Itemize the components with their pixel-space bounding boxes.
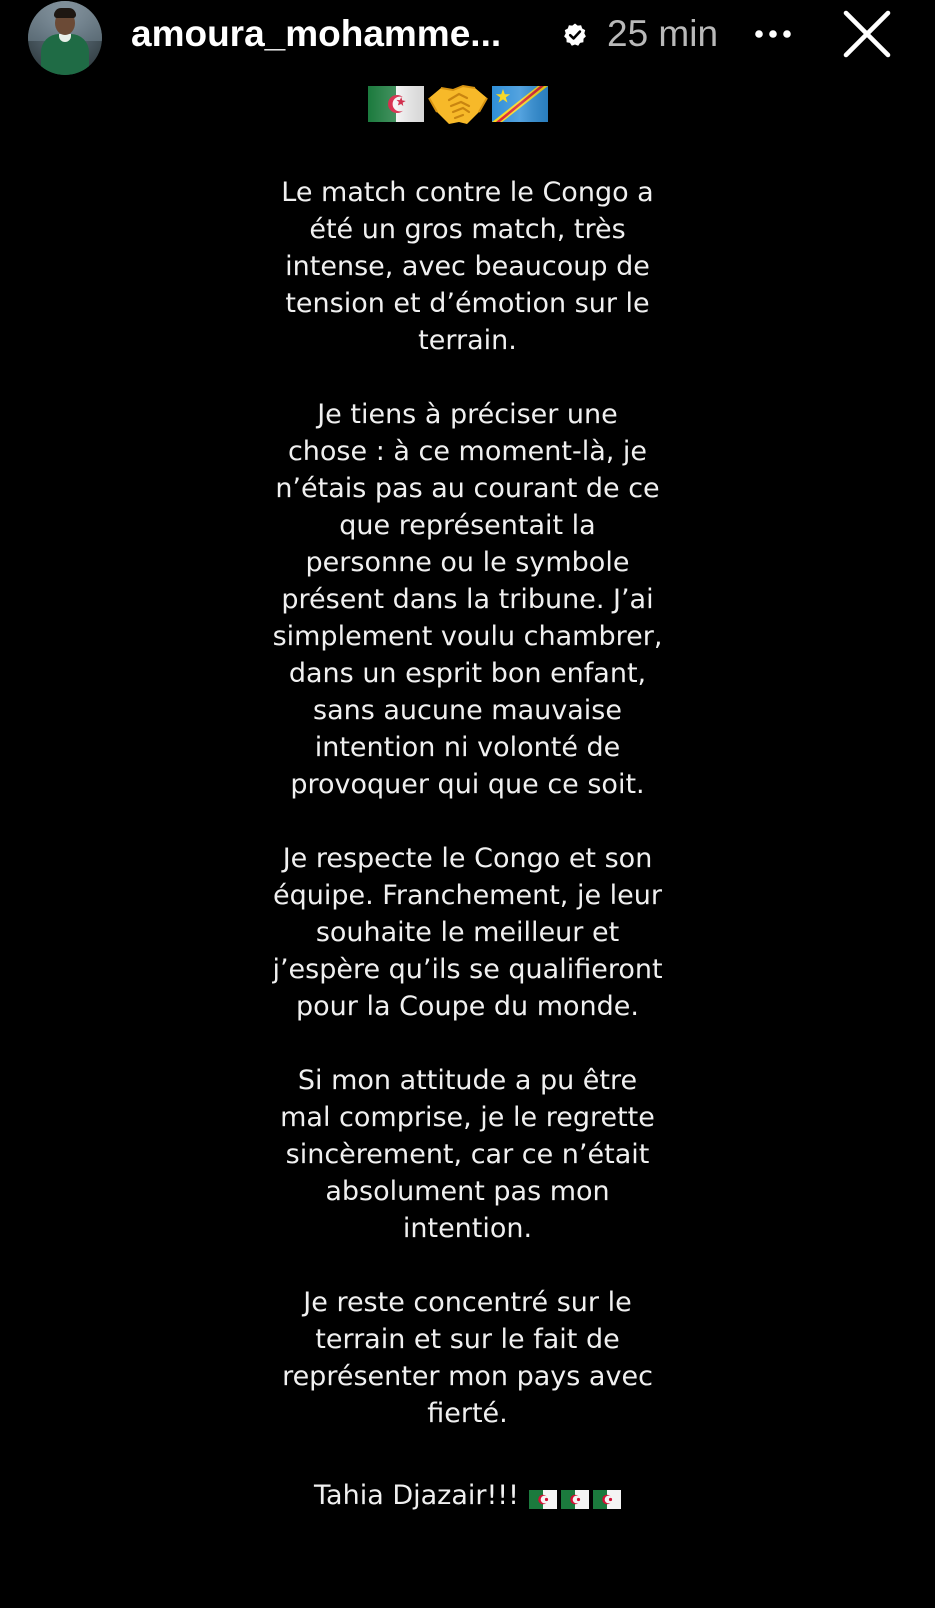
story-line: chose : à ce moment-là, je xyxy=(287,436,648,467)
story-line: été un gros match, très xyxy=(309,214,626,245)
story-line: terrain. xyxy=(418,325,517,356)
story-line: représenter mon pays avec xyxy=(282,1361,653,1392)
story-line: pour la Coupe du monde. xyxy=(296,991,639,1022)
story-line: Je tiens à préciser une xyxy=(317,399,618,430)
story-line: intention. xyxy=(402,1213,533,1244)
sign-off-text: Tahia Djazair!!! xyxy=(314,1480,519,1511)
story-line: sincèrement, car ce n’était xyxy=(285,1139,650,1170)
story-line: Le match contre le Congo a xyxy=(281,177,654,208)
flag-algeria-icon xyxy=(367,84,425,124)
story-header xyxy=(0,0,935,76)
story-paragraph xyxy=(195,1062,740,1247)
story-line: équipe. Franchement, je leur xyxy=(273,880,662,911)
profile-avatar[interactable] xyxy=(28,1,102,75)
story-line: j’espère qu’ils se qualifieront xyxy=(272,954,663,985)
story-paragraph xyxy=(195,174,740,359)
sign-off-flags xyxy=(525,1480,621,1517)
story-line: sans aucune mauvaise xyxy=(313,695,622,726)
story-line: personne ou le symbole xyxy=(305,547,630,578)
story-paragraph xyxy=(195,1284,740,1432)
story-line: que représentait la xyxy=(339,510,596,541)
story-text xyxy=(195,174,740,1432)
story-line: souhaite le meilleur et xyxy=(315,917,620,948)
flag-algeria-icon xyxy=(593,1490,621,1509)
story-line: simplement voulu chambrer, xyxy=(272,621,663,652)
story-line: Si mon attitude a pu être xyxy=(297,1065,638,1096)
verified-badge-icon xyxy=(562,22,588,48)
post-time: 25 min xyxy=(607,13,719,54)
story-line: mal comprise, je le regrette xyxy=(280,1102,655,1133)
sign-off xyxy=(195,1477,740,1517)
story-line: Je reste concentré sur le xyxy=(303,1287,632,1318)
story-line: provoquer qui que ce soit. xyxy=(290,769,645,800)
story-line: intense, avec beaucoup de xyxy=(285,251,650,282)
story-line: tension et d’émotion sur le xyxy=(285,288,650,319)
story-line: n’étais pas au courant de ce xyxy=(275,473,660,504)
close-icon[interactable] xyxy=(842,9,892,59)
story-paragraph xyxy=(195,840,740,1025)
story-line: terrain et sur le fait de xyxy=(315,1324,620,1355)
avatar-hair xyxy=(54,8,76,18)
story-line: intention ni volonté de xyxy=(314,732,621,763)
flag-dr-congo-icon xyxy=(491,84,549,124)
more-horizontal-icon[interactable] xyxy=(752,16,794,52)
story-line: fierté. xyxy=(427,1398,508,1429)
story-line: absolument pas mon xyxy=(325,1176,610,1207)
handshake-emoji-icon xyxy=(427,78,489,130)
emoji-line xyxy=(367,78,551,130)
story-line: dans un esprit bon enfant, xyxy=(288,658,647,689)
username-link[interactable]: amoura_mohamme... xyxy=(131,13,502,54)
story-line: présent dans la tribune. J’ai xyxy=(281,584,654,615)
flag-algeria-icon xyxy=(529,1490,557,1509)
story-line: Je respecte le Congo et son xyxy=(282,843,653,874)
story-paragraph xyxy=(195,396,740,803)
flag-algeria-icon xyxy=(561,1490,589,1509)
